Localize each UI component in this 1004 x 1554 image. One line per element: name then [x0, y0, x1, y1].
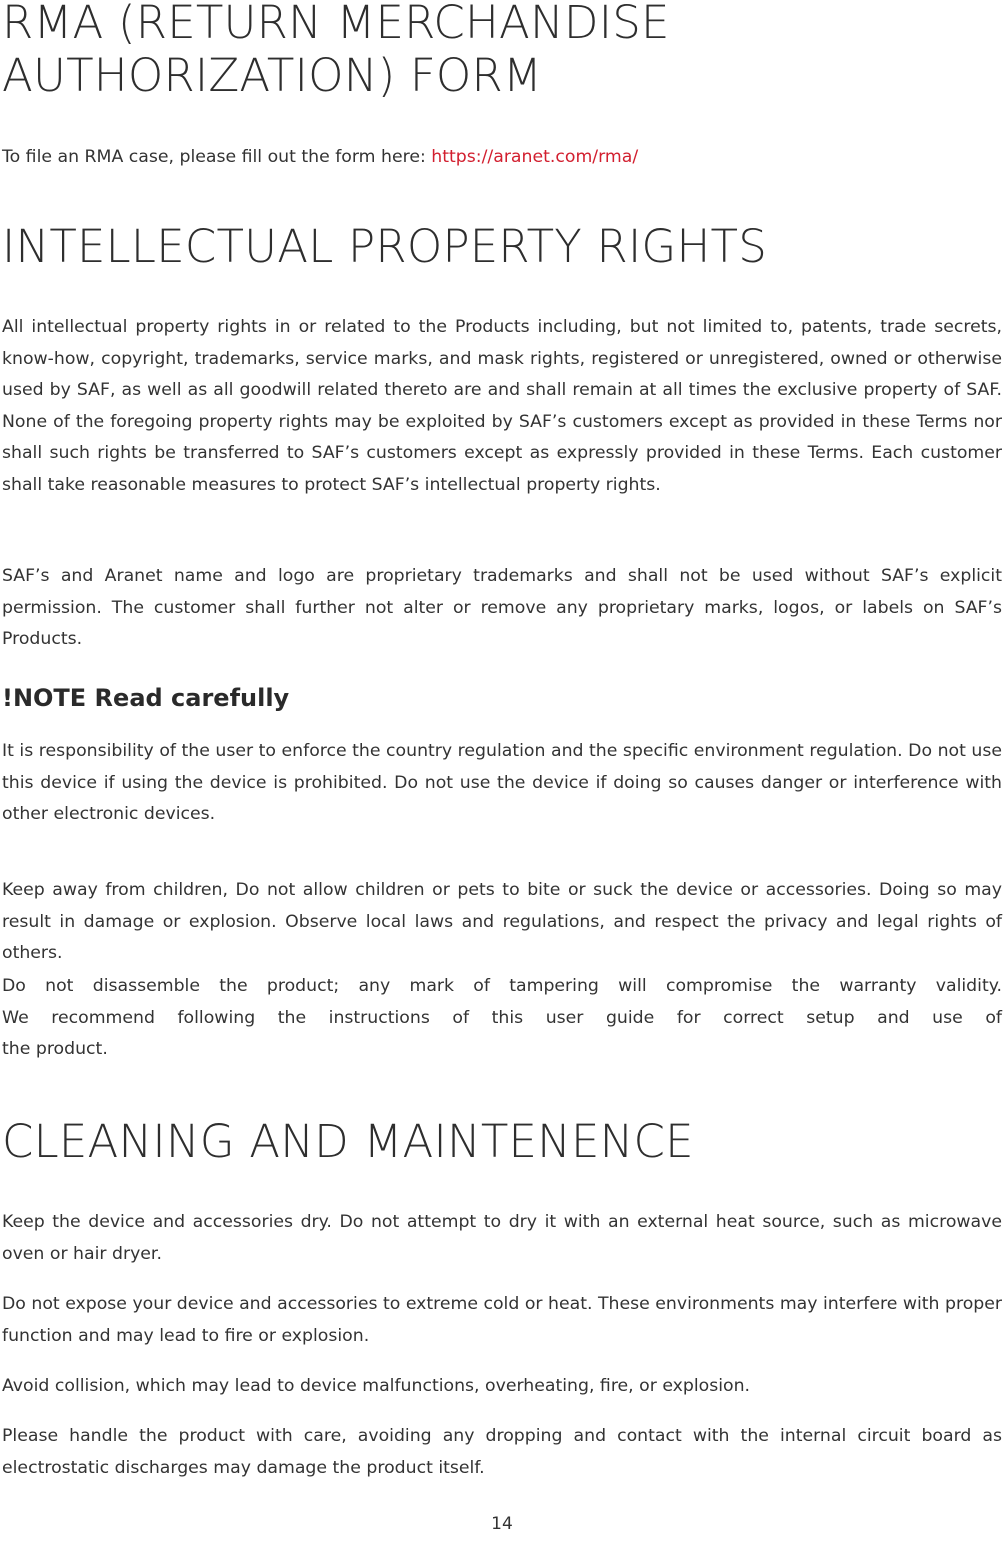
note-heading: !NOTE Read carefully [2, 684, 290, 712]
rma-link[interactable]: https://aranet.com/rma/ [431, 147, 639, 167]
note-paragraph-3 [2, 971, 1002, 1066]
rma-heading-line1: RMA (RETURN MERCHANDISE [2, 0, 670, 49]
page-number: 14 [491, 1514, 513, 1534]
note-paragraph-1: It is responsibility of the user to enforce the country regulation and the specific environment regulation. Do not use this device if using the device is prohibited. Do not use the device if doing so causes danger or interference with other electronic devices. [2, 741, 1002, 824]
note-paragraph-2: Keep away from children, Do not allow children or pets to bite or suck the device or accessories. Doing so may result in damage or explosion. Observe local laws and regulations, and respect the privacy and legal rights of others. [2, 880, 1002, 963]
rma-heading-line2: AUTHORIZATION) FORM [2, 49, 543, 102]
note-paragraph-3-line-2: We recommend following the instructions of this user guide for correct setup and use of [2, 1007, 1002, 1028]
note-paragraph-3-line-1: Do not disassemble the product; any mark of tampering will compromise the warranty validity. [2, 976, 1002, 996]
cleaning-paragraph-1: Keep the device and accessories dry. Do not attempt to dry it with an external heat source, such as microwave oven or hair dryer. [2, 1212, 1002, 1264]
cleaning-heading: CLEANING AND MAINTENENCE [2, 1115, 694, 1168]
ip-heading: INTELLECTUAL PROPERTY RIGHTS [2, 220, 767, 273]
rma-paragraph [2, 142, 1002, 174]
rma-text: To file an RMA case, please fill out the form here: [2, 147, 432, 167]
cleaning-paragraph-4: Please handle the product with care, avoiding any dropping and contact with the internal circuit board as electrostatic discharges may damage the product itself. [2, 1426, 1002, 1478]
ip-paragraph-2: SAF’s and Aranet name and logo are proprietary trademarks and shall not be used without SAF’s explicit permission. The customer shall further not alter or remove any proprietary marks, logos, or labels on SAF’s Products. [2, 566, 1002, 649]
cleaning-paragraph-2: Do not expose your device and accessories to extreme cold or heat. These environments may interfere with proper function and may lead to fire or explosion. [2, 1294, 1002, 1346]
rma-heading [2, 0, 1002, 102]
ip-paragraph-1: All intellectual property rights in or related to the Products including, but not limited to, patents, trade secrets, know-how, copyright, trademarks, service marks, and mask rights, registered or unregistered, owned or otherwise used by SAF, as well as all goodwill related thereto are and shall remain at all times the exclusive property of SAF. None of the foregoing property rights may be exploited by SAF’s customers except as provided in these Terms nor shall such rights be transferred to SAF’s customers except as expressly provided in these Terms. Each customer shall take reasonable measures to protect SAF’s intellectual property rights. [2, 317, 1002, 495]
cleaning-paragraph-3: Avoid collision, which may lead to device malfunctions, overheating, fire, or explosion. [2, 1376, 751, 1396]
note-paragraph-3-line-3: the product. [2, 1039, 108, 1059]
